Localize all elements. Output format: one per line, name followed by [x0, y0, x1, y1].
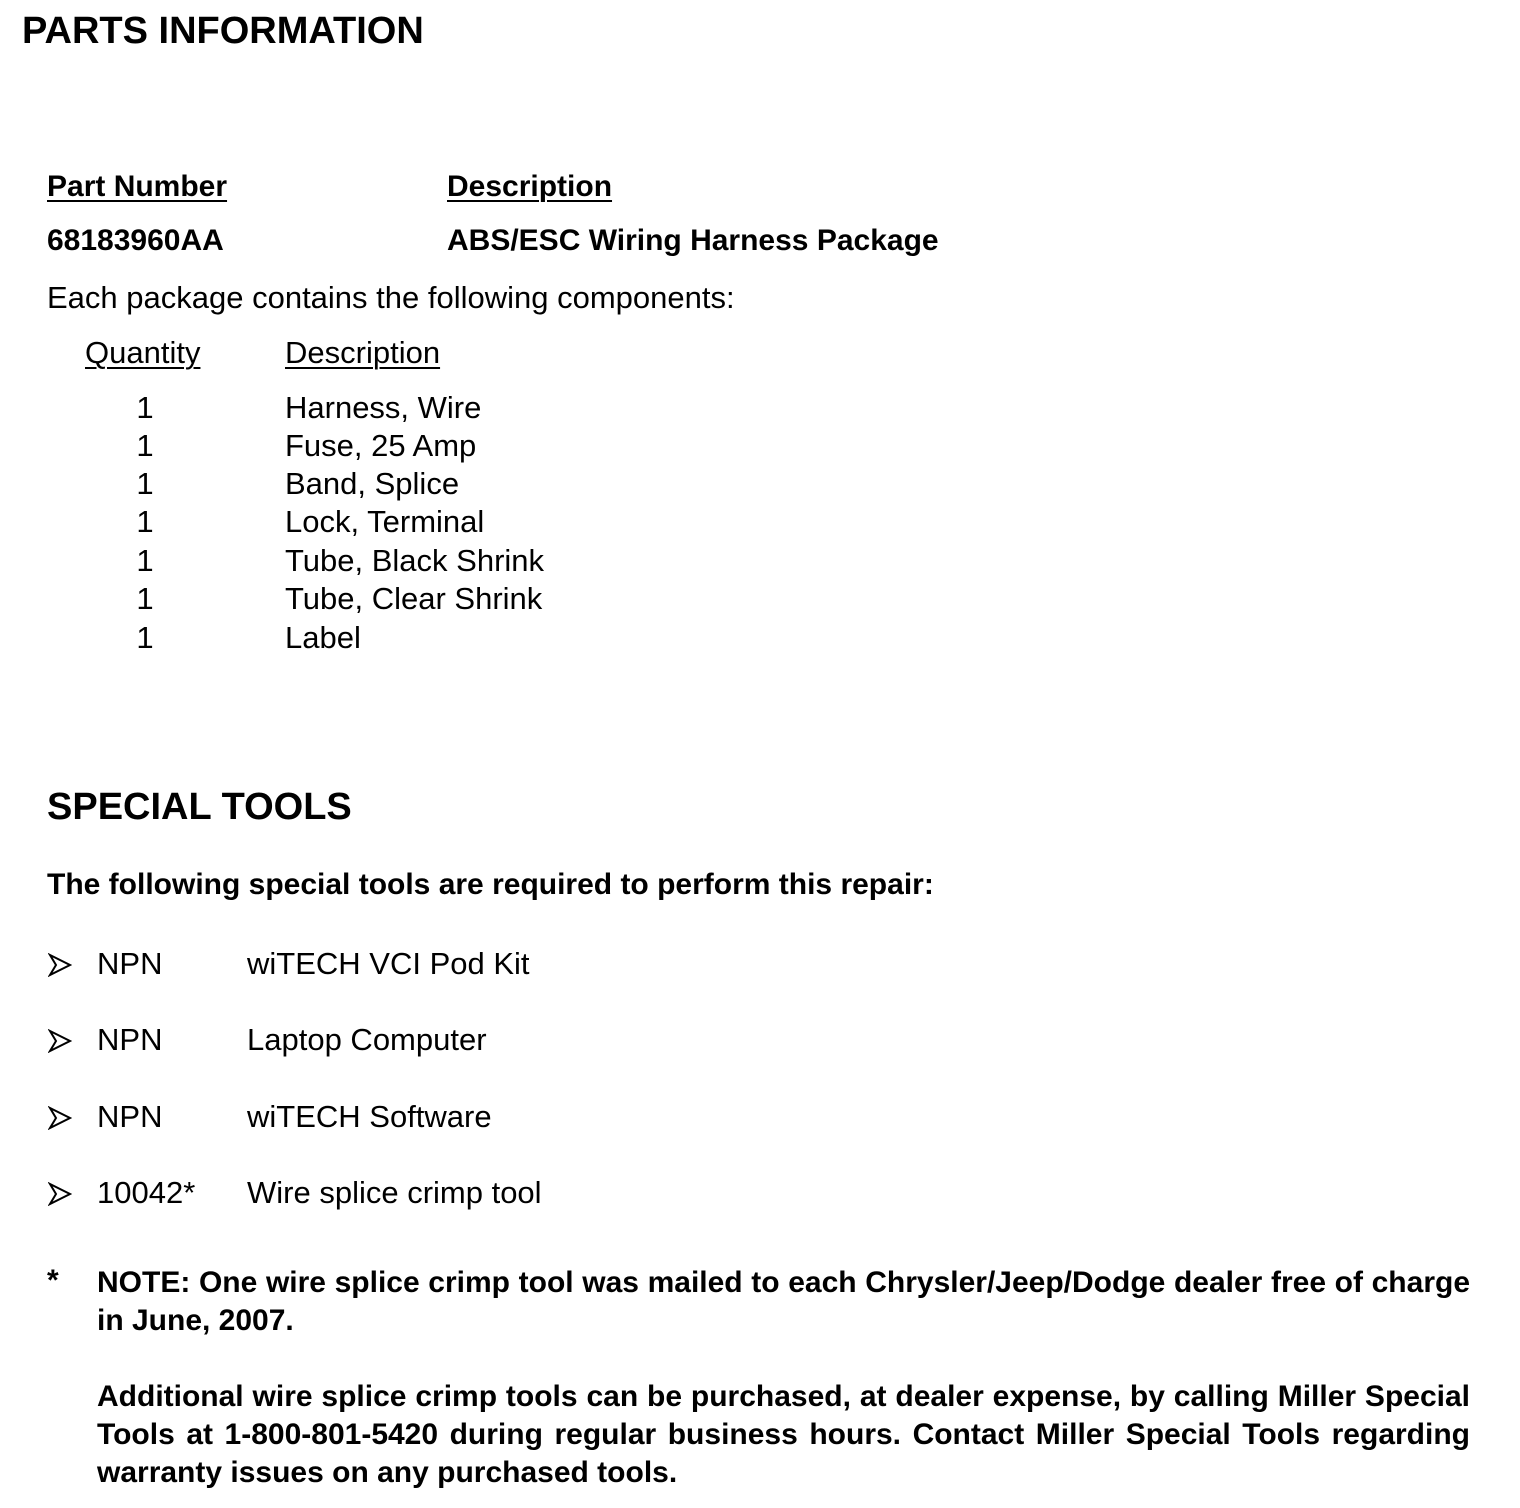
note-paragraph-additional: Additional wire splice crimp tools can be purchased, at dealer expense, by calling Miller Special Tools at 1-800-801-5420 during regular business hours. Contact Miller Special Tools regarding warranty issues on any purchased tools. — [97, 1380, 1470, 1489]
component-desc: Lock, Terminal — [285, 504, 485, 539]
note-paragraph: NOTE: One wire splice crimp tool was mailed to each Chrysler/Jeep/Dodge dealer free of charge in June, 2007. — [97, 1266, 1470, 1337]
quantity-header: Quantity — [85, 335, 201, 370]
arrow-bullet-icon — [48, 1029, 72, 1053]
tool-name: Laptop Computer — [247, 1022, 487, 1057]
component-description-header: Description — [285, 335, 441, 370]
component-qty: 1 — [136, 581, 154, 616]
special-tools-intro: The following special tools are required to perform this repair: — [47, 868, 934, 901]
page-title: PARTS INFORMATION — [22, 10, 424, 52]
part-description-value: ABS/ESC Wiring Harness Package — [447, 224, 939, 257]
component-qty: 1 — [136, 466, 154, 501]
arrow-bullet-icon — [48, 953, 72, 977]
description-header: Description — [447, 170, 613, 203]
part-number-header: Part Number — [47, 170, 228, 203]
component-qty: 1 — [136, 543, 154, 578]
component-qty: 1 — [136, 390, 154, 425]
note-marker: * — [47, 1264, 59, 1297]
component-qty: 1 — [136, 620, 154, 655]
part-number-value: 68183960AA — [47, 224, 224, 257]
component-desc: Tube, Black Shrink — [285, 543, 545, 578]
component-qty: 1 — [136, 428, 154, 463]
tool-name: wiTECH Software — [247, 1099, 492, 1134]
component-desc: Tube, Clear Shrink — [285, 581, 543, 616]
tool-number: NPN — [97, 1099, 163, 1134]
tool-name: Wire splice crimp tool — [247, 1175, 542, 1210]
tool-number: NPN — [97, 1022, 163, 1057]
special-tools-heading: SPECIAL TOOLS — [47, 786, 352, 828]
tool-number: 10042* — [97, 1175, 196, 1210]
contents-intro: Each package contains the following components: — [47, 280, 735, 315]
component-desc: Fuse, 25 Amp — [285, 428, 477, 463]
tool-number: NPN — [97, 946, 163, 981]
arrow-bullet-icon — [48, 1106, 72, 1130]
component-desc: Label — [285, 620, 361, 655]
tool-name: wiTECH VCI Pod Kit — [247, 946, 530, 981]
component-qty: 1 — [136, 504, 154, 539]
component-desc: Band, Splice — [285, 466, 460, 501]
component-desc: Harness, Wire — [285, 390, 482, 425]
arrow-bullet-icon — [48, 1182, 72, 1206]
